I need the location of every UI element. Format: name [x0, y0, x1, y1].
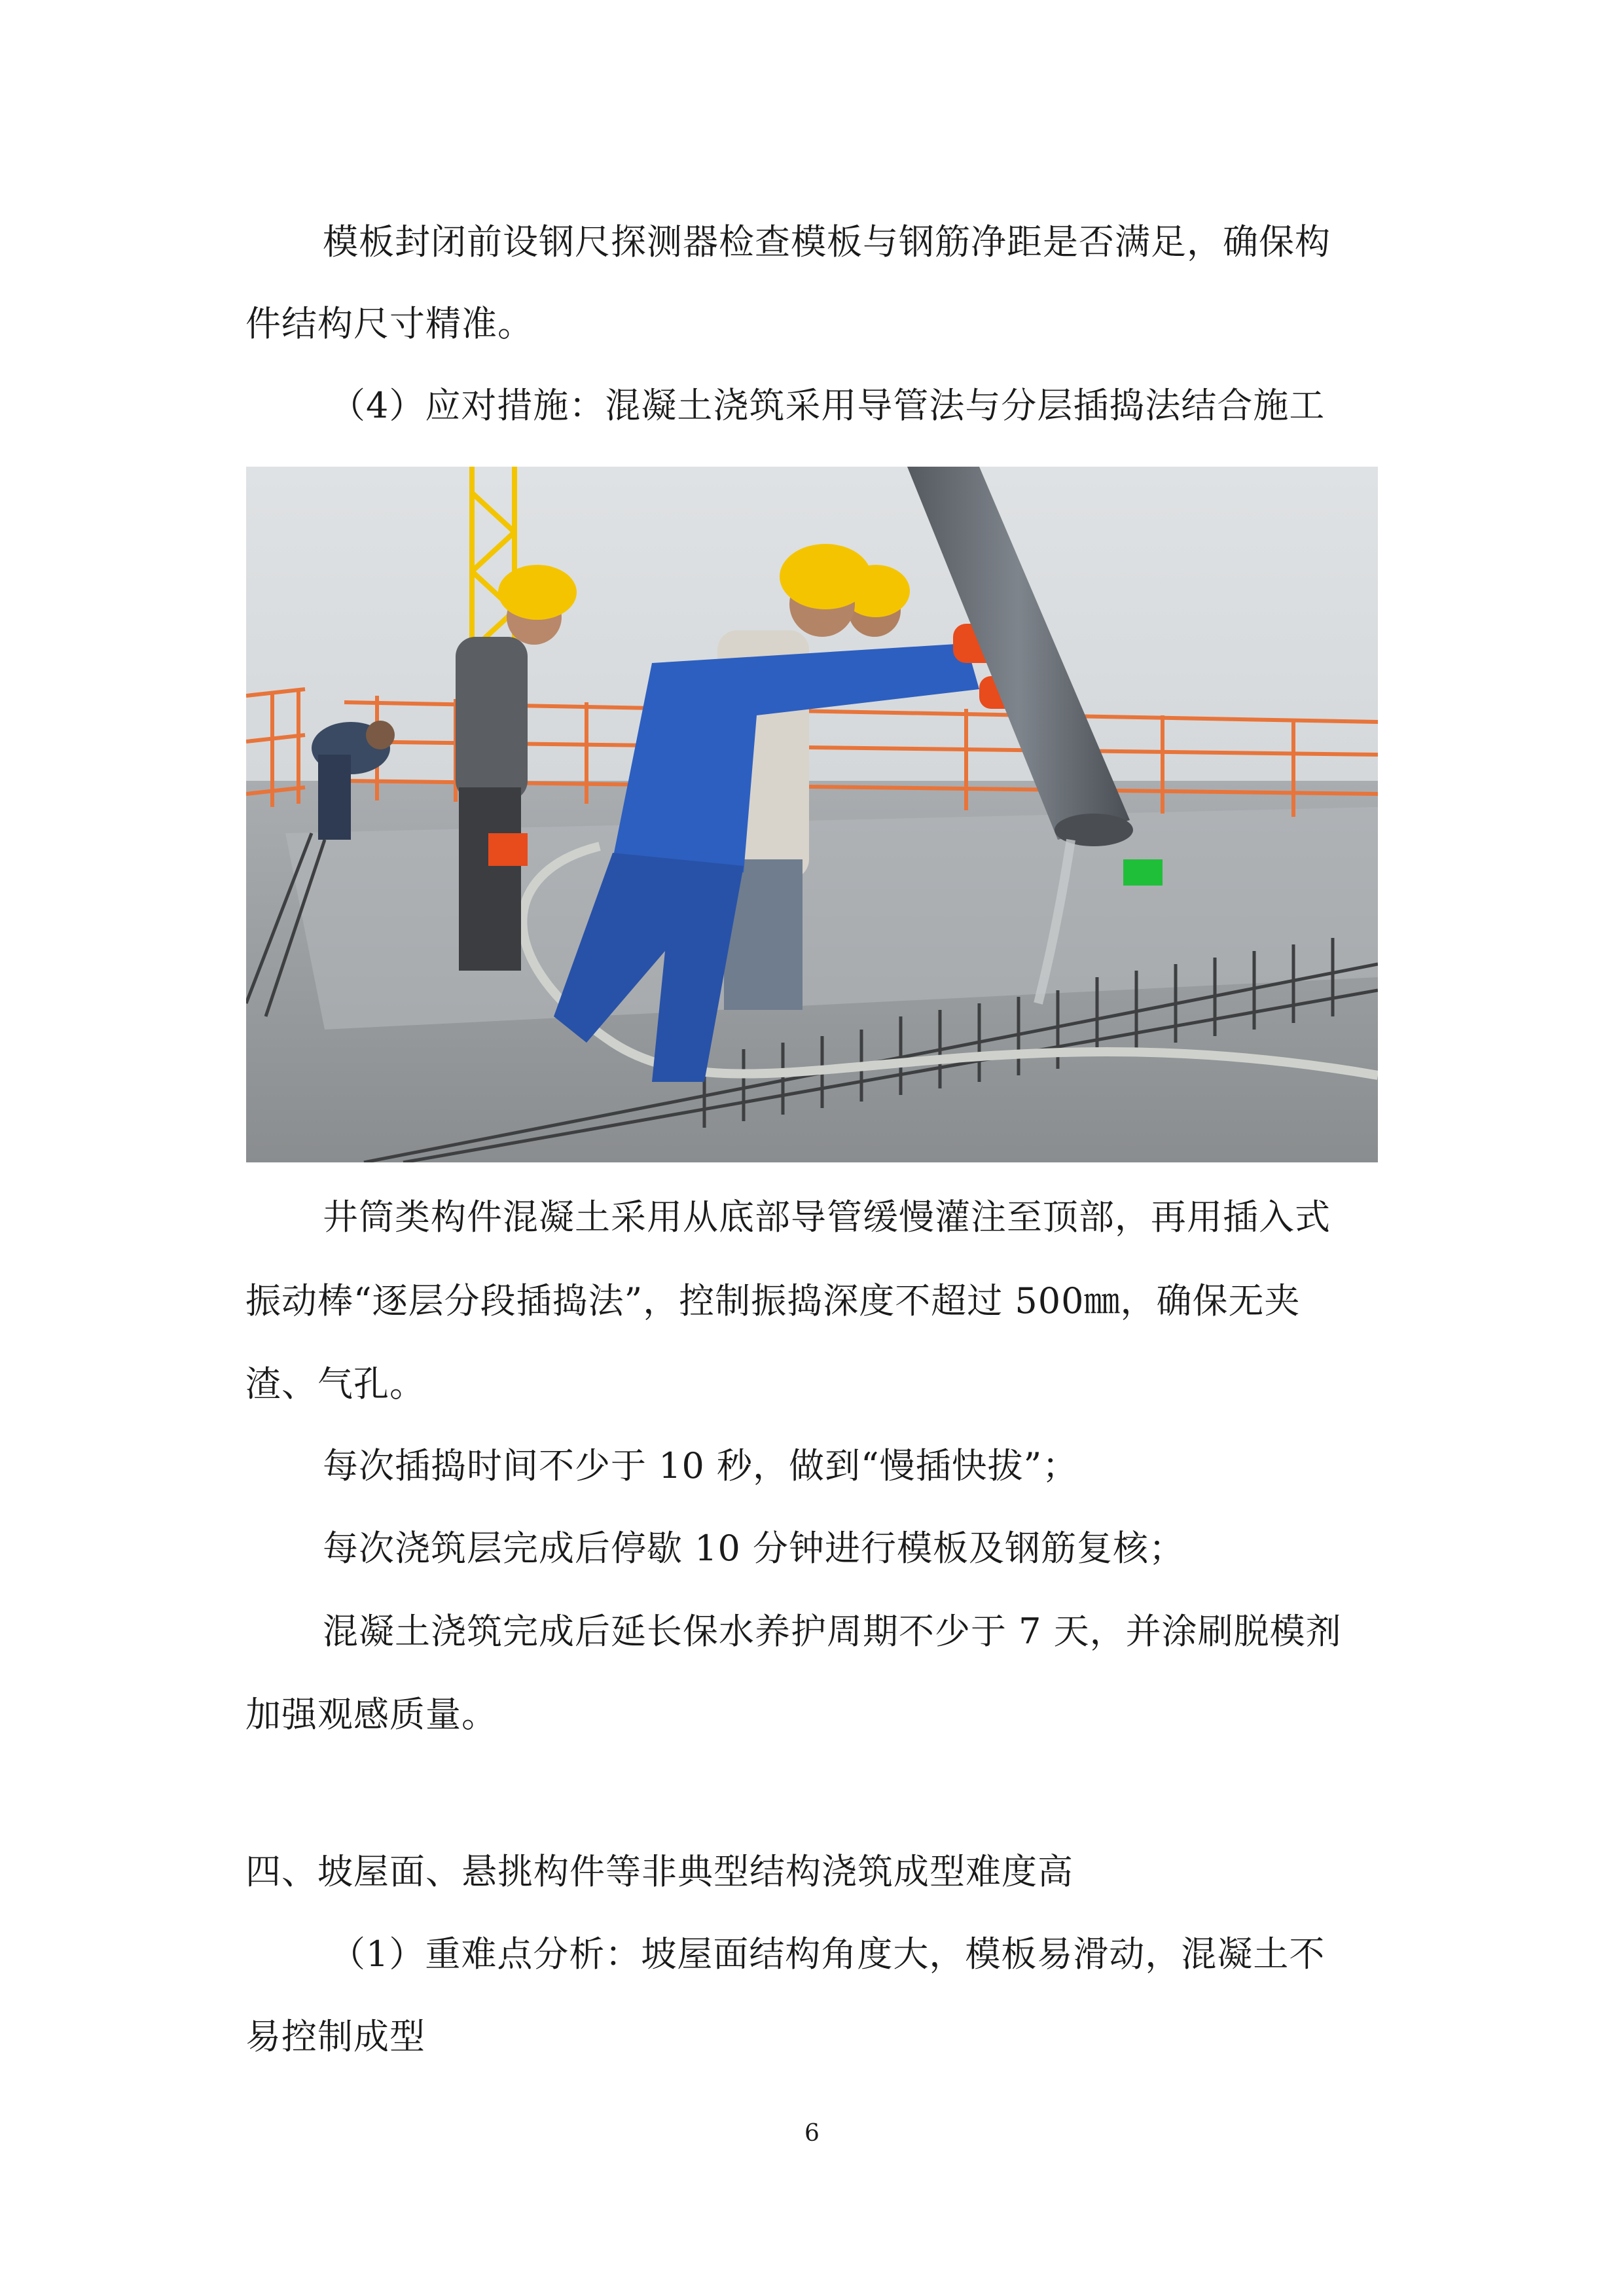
section-heading: 四、坡屋面、悬挑构件等非典型结构浇筑成型难度高 [245, 1851, 1074, 1892]
paragraph-line: 井筒类构件混凝土采用从底部导管缓慢灌注至顶部，再用插入式 [323, 1196, 1331, 1238]
paragraph-line: 模板封闭前设钢尺探测器检查模板与钢筋净距是否满足，确保构 [323, 221, 1331, 262]
page-number: 6 [804, 2120, 820, 2147]
paragraph-line: 加强观感质量。 [245, 1694, 497, 1735]
paragraph-line: 振动棒“逐层分段插捣法”，控制振捣深度不超过 500㎜，确保无夹 [245, 1280, 1301, 1321]
paragraph-line: 每次浇筑层完成后停歇 10 分钟进行模板及钢筋复核； [323, 1528, 1185, 1569]
green-marker [1123, 859, 1163, 886]
paragraph-line: 混凝土浇筑完成后延长保水养护周期不少于 7 天，并涂刷脱模剂 [323, 1611, 1342, 1652]
paragraph-line: （1）重难点分析：坡屋面结构角度大，模板易滑动，混凝土不 [330, 1933, 1326, 1975]
paragraph-line: （4）应对措施：混凝土浇筑采用导管法与分层插捣法结合施工 [330, 385, 1326, 426]
paragraph-line: 每次插捣时间不少于 10 秒，做到“慢插快拔”； [323, 1445, 1079, 1486]
construction-photo [246, 467, 1378, 1162]
paragraph-line: 渣、气孔。 [245, 1363, 425, 1405]
paragraph-line: 件结构尺寸精准。 [245, 303, 533, 344]
paragraph-line: 易控制成型 [245, 2016, 425, 2057]
